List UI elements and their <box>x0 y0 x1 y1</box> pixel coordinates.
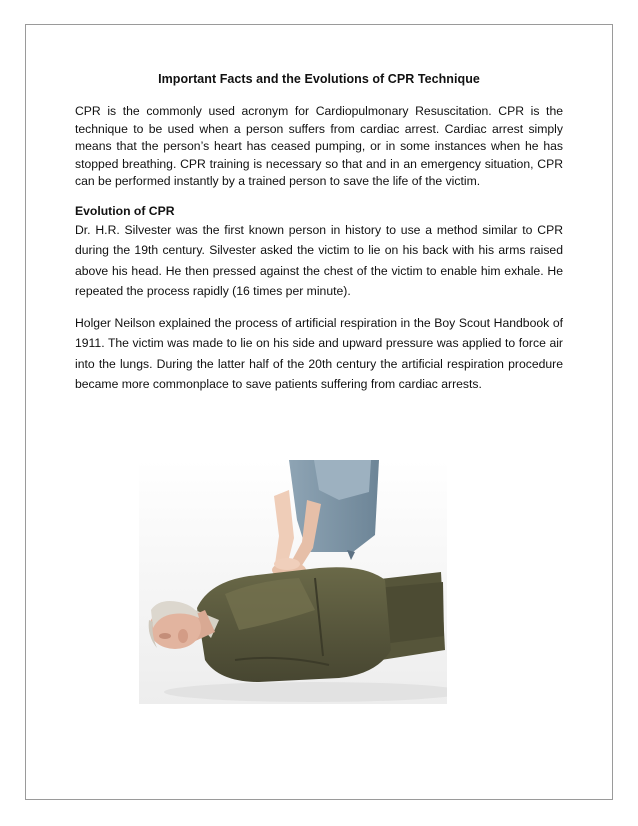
intro-paragraph: CPR is the commonly used acronym for Cardiopulmonary Resuscitation. CPR is the technique to be used when a person suffers from cardiac arrest. Cardiac arrest simply means that the person’s heart has ceased pumping, or in some instances when he has stopped breathing. CPR training is necessary so that and in an emergency situation, CPR can be performed instantly by a trained person to save the life of the victim. <box>75 104 563 189</box>
document-body <box>75 72 563 406</box>
document-title: Important Facts and the Evolutions of CPR Technique <box>158 72 480 86</box>
neilson-paragraph: Holger Neilson explained the process of artificial respiration in the Boy Scout Handbook of 1911. The victim was made to lie on his side and upward pressure was applied to force air into the lungs. During the latter half of the 20th century the artificial respiration procedure became more commonplace to save patients suffering from cardiac arrests. <box>75 315 563 392</box>
section-heading: Evolution of CPR <box>75 203 175 218</box>
cpr-photo <box>139 460 447 704</box>
silvester-paragraph: Dr. H.R. Silvester was the first known person in history to use a method similar to CPR during the 19th century. Silvester asked the victim to lie on his back with his arms raised above his head. He then pressed against the chest of the victim to enable him exhale. He repeated the process rapidly (16 times per minute). <box>75 222 563 299</box>
cpr-illustration <box>139 460 447 704</box>
